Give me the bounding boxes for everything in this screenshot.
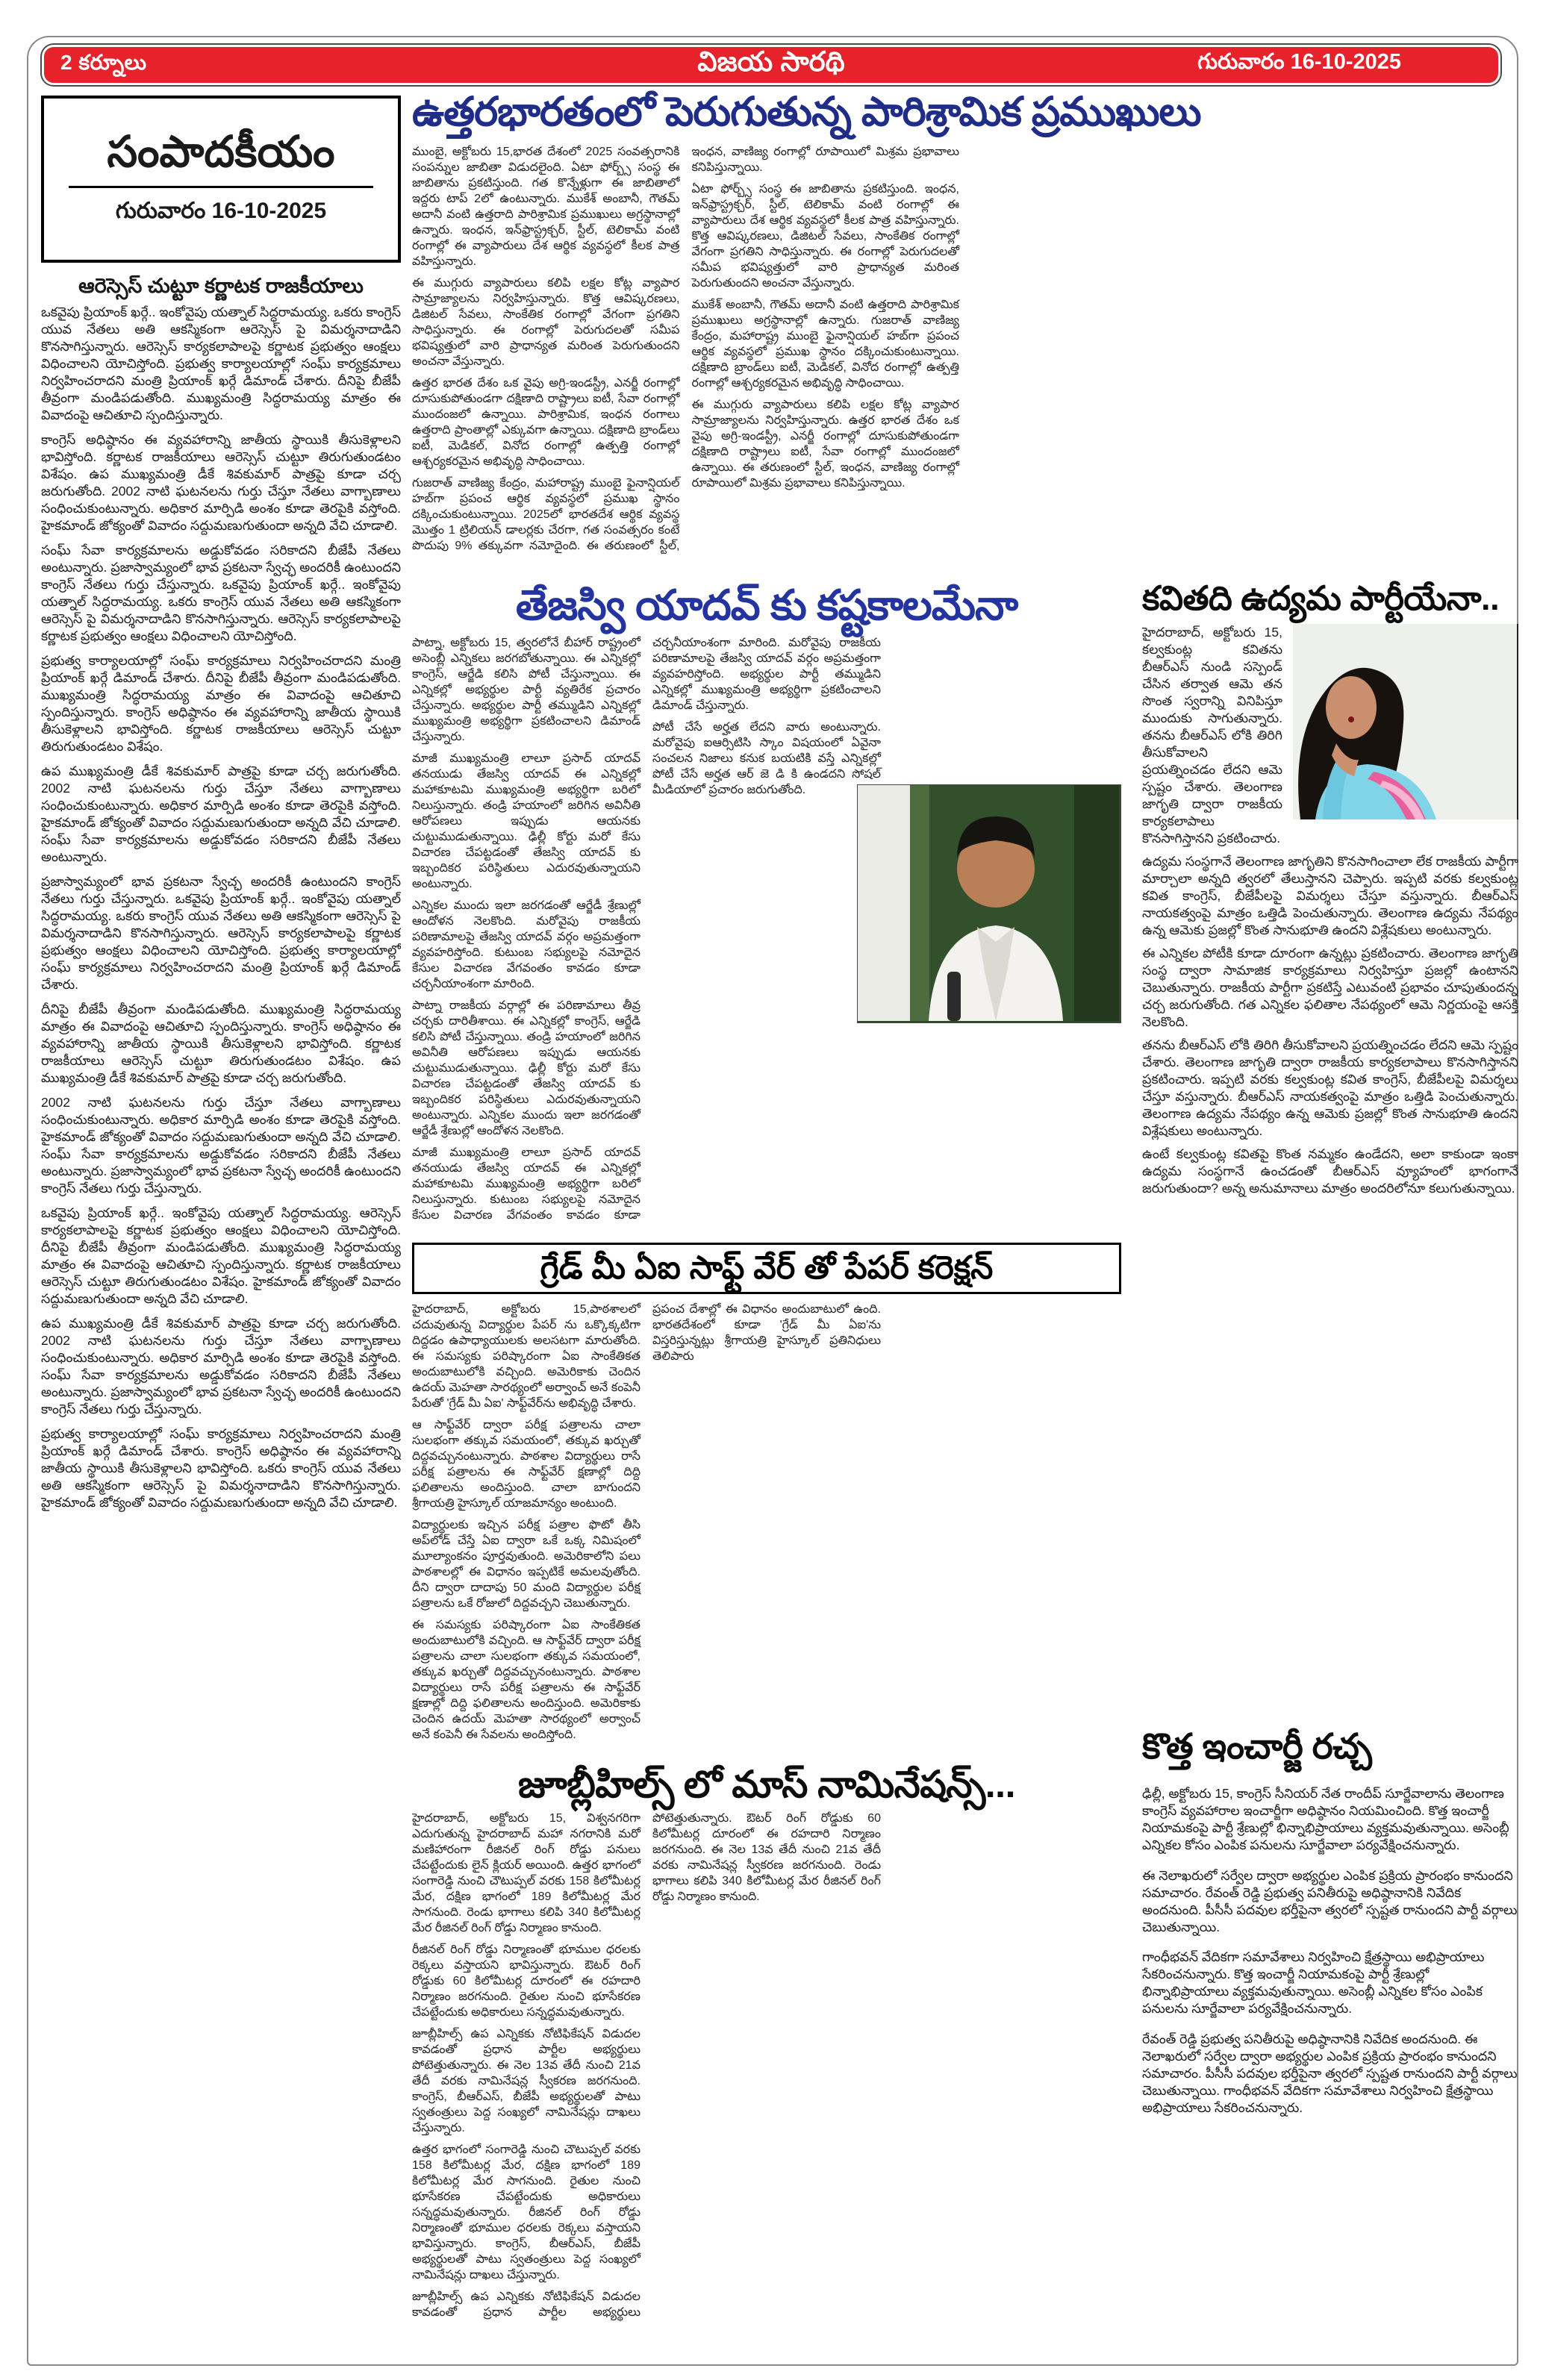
- tejaswi-yadav-photo: [857, 784, 1121, 1023]
- kavitha-headline: కవితది ఉద్యమ పార్టీయేనా..: [1142, 578, 1500, 617]
- left-sub-area: [412, 581, 1121, 2334]
- incharge-story: [1142, 1725, 1518, 2334]
- tejaswi-headline: తేజస్వి యాదవ్ కు కష్టకాలమేనా: [515, 581, 1018, 628]
- grade-body: హైదరాబాద్, అక్టోబరు 15,పాఠశాలలో చదువుతున్న విద్యార్థుల పేపర్ ను ఒక్కొక్కటిగా దిద్దడం ఉపాధ్యాయులకు అలసటగా మారుతోంది. ఈ సమస్యకు పరిష్కారంగా ఏఐ సాంకేతికత అందుబాటులోకి వచ్చింది. అమెరికాకు చెందిన ఉదయ్ మెహతా సారథ్యంలో అర్వాంచ్ అనే కంపెనీ పేరుతో 'గ్రేడ్ మీ ఏఐ' సాఫ్ట్‌వేర్‌ను అభివృద్ధి చేశారు. ఆ సాఫ్ట్‌వేర్ ద్వారా పరీక్ష పత్రాలను చాలా సులభంగా తక్కువ సమయంలో, తక్కువ ఖర్చుతో దిద్దవచ్చునంటున్నారు. పాఠశాల విద్యార్థులు రాసే పరీక్ష పత్రాలను ఈ సాఫ్ట్‌వేర్ క్షణాల్లో దిద్ది ఫలితాలను అందిస్తుంది. చాలా బాగుందని శ్రీగాయత్రి హైస్కూల్ యాజమాన్యం అంటుంది. విద్యార్థులకు ఇచ్చిన పరీక్ష పత్రాల ఫొటో తీసి అప్‌లోడ్ చేస్తే ఏఐ ద్వారా ఒకే ఒక్క నిమిషంలో మూల్యాంకనం పూర్తవుతుంది. అమెరికాలోని పలు పాఠశాలల్లో ఈ విధానం ఇప్పటికే అమలవుతోంది. దీని ద్వారా దాదాపు 50 మంది విద్యార్థుల పరీక్ష పత్రాలను ఒకే రోజులో దిద్దవచ్చని చెబుతున్నారు. ఈ సమస్యకు పరిష్కారంగా ఏఐ సాంకేతికత అందుబాటులోకి వచ్చింది. ఆ సాఫ్ట్‌వేర్ ద్వారా పరీక్ష పత్రాలను చాలా సులభంగా తక్కువ సమయంలో, తక్కువ ఖర్చుతో దిద్దవచ్చునంటున్నారు. పాఠశాల విద్యార్థులు రాసే పరీక్ష పత్రాలను ఈ సాఫ్ట్‌వేర్ క్షణాల్లో దిద్ది ఫలితాలను అందిస్తుంది. అమెరికాకు చెందిన ఉదయ్ మెహతా సారథ్యంలో అర్వాంచ్ అనే కంపెనీ ఈ సేవలను అందిస్తోంది. ప్రపంచ దేశాల్లో ఈ విధానం అందుబాటులో ఉంది. భారతదేశంలో కూడా 'గ్రేడ్ మీ ఏఐ'ను విస్తరిస్తున్నట్లు శ్రీగాయత్రి హైస్కూల్ ప్రతినిధులు తెలిపారు: [412, 1302, 881, 1741]
- editorial-masthead: సంపాదకీయం: [107, 125, 335, 177]
- incharge-headline: కొత్త ఇంచార్జీ రచ్చ: [1142, 1725, 1372, 1766]
- editorial-date: గురువారం 16-10-2025: [115, 199, 327, 224]
- editorial-masthead-box: [41, 96, 401, 263]
- editorial-headline: ఆరెస్సెస్ చుట్టూ కర్ణాటక రాజకీయాలు: [78, 275, 364, 297]
- main-area: [412, 91, 1518, 2334]
- lower-content-row: [412, 578, 1518, 2334]
- edition-date: గురువారం 16-10-2025: [1197, 50, 1401, 74]
- editorial-divider: [69, 186, 373, 188]
- grade-headline: గ్రేడ్ మీ ఏఐ సాఫ్ట్ వేర్ తో పేపర్ కరెక్షన్: [412, 1243, 1121, 1294]
- top-bar: [42, 45, 1500, 85]
- incharge-body: ఢిల్లీ, అక్టోబరు 15, కాంగ్రెస్ సీనియర్ నేత రాందీప్ సూర్జేవాలాను తెలంగాణ కాంగ్రెస్ వ్యవహారాల ఇంచార్జీగా అధిష్ఠానం నియమించింది. కొత్త ఇంచార్జీ నియామకంపై పార్టీ శ్రేణుల్లో భిన్నాభిప్రాయాలు వ్యక్తమవుతున్నాయి. అసెంబ్లీ ఎన్నికల కోసం ఎంపిక పనులను సూర్జేవాలా పర్యవేక్షించనున్నారు. ఈ నెలాఖరులో సర్వేల ద్వారా అభ్యర్థుల ఎంపిక ప్రక్రియ ప్రారంభం కానుందని సమాచారం. రేవంత్ రెడ్డి ప్రభుత్వ పనితీరుపై అధిష్ఠానానికి నివేదిక అందనుంది. పీసీసీ పదవుల భర్తీపైనా త్వరలో స్పష్టత రానుందని పార్టీ వర్గాలు చెబుతున్నాయి. గాంధీభవన్ వేదికగా సమావేశాలు నిర్వహించి క్షేత్రస్థాయి అభిప్రాయాలు సేకరించనున్నారు. కొత్త ఇంచార్జీ నియామకంపై పార్టీ శ్రేణుల్లో భిన్నాభిప్రాయాలు వ్యక్తమవుతున్నాయి. అసెంబ్లీ ఎన్నికల కోసం ఎంపిక పనులను సూర్జేవాలా పర్యవేక్షించనున్నారు. రేవంత్ రెడ్డి ప్రభుత్వ పనితీరుపై అధిష్ఠానానికి నివేదిక అందనుంది. ఈ నెలాఖరులో సర్వేల ద్వారా అభ్యర్థుల ఎంపిక ప్రక్రియ ప్రారంభం కానుందని సమాచారం. పీసీసీ పదవుల భర్తీపైనా త్వరలో స్పష్టత రానుందని పార్టీ వర్గాలు చెబుతున్నాయి. గాంధీభవన్ వేదికగా సమావేశాలు నిర్వహించి క్షేత్రస్థాయి అభిప్రాయాలు సేకరించనున్నారు.: [1142, 1786, 1518, 2115]
- jubilee-body: హైదరాబాద్, అక్టోబరు 15, విశ్వనగరిగా ఎదుగుతున్న హైదరాబాద్ మహా నగరానికి మరో మణిహారంగా రీజినల్ రింగ్ రోడ్డు పనులు చేపట్టేందుకు లైన్ క్లియర్ అయింది. ఉత్తర భాగంలో సంగారెడ్డి నుంచి చౌటుప్పల్ వరకు 158 కిలోమీటర్ల మేర, దక్షిణ భాగంలో 189 కిలోమీటర్ల మేర సాగనుంది. రెండు భాగాలు కలిపి 340 కిలోమీటర్ల మేర రీజినల్ రింగ్ రోడ్డు నిర్మాణం కానుంది. రీజినల్ రింగ్ రోడ్డు నిర్మాణంతో భూముల ధరలకు రెక్కలు వస్తాయని భావిస్తున్నారు. ఔటర్ రింగ్ రోడ్డుకు 60 కిలోమీటర్ల దూరంలో ఈ రహదారి నిర్మాణం జరగనుంది. రైతుల నుంచి భూసేకరణ చేపట్టేందుకు అధికారులు సన్నద్ధమవుతున్నారు. జూబ్లీహిల్స్ ఉప ఎన్నికకు నోటిఫికేషన్ విడుదల కావడంతో ప్రధాన పార్టీల అభ్యర్థులు పోటెత్తుతున్నారు. ఈ నెల 13వ తేదీ నుంచి 21వ తేదీ వరకు నామినేషన్ల స్వీకరణ జరగనుంది. కాంగ్రెస్, బీఆర్ఎస్, బీజేపీ అభ్యర్థులతో పాటు స్వతంత్రులు పెద్ద సంఖ్యలో నామినేషన్లు దాఖలు చేస్తున్నారు. ఉత్తర భాగంలో సంగారెడ్డి నుంచి చౌటుప్పల్ వరకు 158 కిలోమీటర్ల మేర, దక్షిణ భాగంలో 189 కిలోమీటర్ల మేర సాగనుంది. రైతుల నుంచి భూసేకరణ చేపట్టేందుకు అధికారులు సన్నద్ధమవుతున్నారు. రీజినల్ రింగ్ రోడ్డు నిర్మాణంతో భూముల ధరలకు రెక్కలు వస్తాయని భావిస్తున్నారు. కాంగ్రెస్, బీఆర్ఎస్, బీజేపీ అభ్యర్థులతో పాటు స్వతంత్రులు పెద్ద సంఖ్యలో నామినేషన్లు దాఖలు చేస్తున్నారు. జూబ్లీహిల్స్ ఉప ఎన్నికకు నోటిఫికేషన్ విడుదల కావడంతో ప్రధాన పార్టీల అభ్యర్థులు పోటెత్తుతున్నారు. ఔటర్ రింగ్ రోడ్డుకు 60 కిలోమీటర్ల దూరంలో ఈ రహదారి నిర్మాణం జరగనుంది. ఈ నెల 13వ తేదీ నుంచి 21వ తేదీ వరకు నామినేషన్ల స్వీకరణ జరగనుంది. రెండు భాగాలు కలిపి 340 కిలోమీటర్ల మేర రీజినల్ రింగ్ రోడ్డు నిర్మాణం కానుంది.: [412, 1811, 881, 2319]
- kavitha-body-wrap: [1142, 624, 1518, 1715]
- tejaswi-body: పాట్నా, అక్టోబరు 15, త్వరలోనే బీహార్ రాష్ట్రంలో అసెంబ్లీ ఎన్నికలు జరగబోతున్నాయి. ఈ ఎన్నికల్లో కాంగ్రెస్, ఆర్జేడి కలిసి పోటీ చేస్తున్నాయి. ఈ ఎన్నికల్లో అభ్యర్థుల పార్టీ వ్యతిరేక ప్రచారం చేస్తున్నారు. అభ్యర్థుల పార్టీ తమ్ముడిని ఎన్నికల్లో ముఖ్యమంత్రి అభ్యర్థిగా ప్రకటించాలని డిమాండ్ చేస్తున్నారు. మాజీ ముఖ్యమంత్రి లాలూ ప్రసాద్ యాదవ్ తనయుడు తేజస్వి యాదవ్ ఈ ఎన్నికల్లో మహాకూటమి ముఖ్యమంత్రి అభ్యర్థిగా బరిలో నిలుస్తున్నారు. తండ్రి హయాంలో జరిగిన అవినీతి ఆరోపణలు ఇప్పుడు ఆయనకు చుట్టుముడుతున్నాయి. ఢిల్లీ కోర్టు మరో కేసు విచారణ చేపట్టడంతో తేజస్వి యాదవ్ కు ఇబ్బందికర పరిస్థితులు ఎదురవుతున్నాయని అంటున్నారు. ఎన్నికల ముందు ఇలా జరగడంతో ఆర్జేడీ శ్రేణుల్లో ఆందోళన నెలకొంది. మరోవైపు రాజకీయ పరిణామాలపై తేజస్వి యాదవ్ వర్గం అప్రమత్తంగా వ్యవహరిస్తోంది. కుటుంబ సభ్యులపై నమోదైన కేసుల విచారణ వేగవంతం కావడం కూడా చర్చనీయాంశంగా మారింది. పాట్నా రాజకీయ వర్గాల్లో ఈ పరిణామాలు తీవ్ర చర్చకు దారితీశాయి. ఈ ఎన్నికల్లో కాంగ్రెస్, ఆర్జేడి కలిసి పోటీ చేస్తున్నాయి. తండ్రి హయాంలో జరిగిన అవినీతి ఆరోపణలు ఇప్పుడు ఆయనకు చుట్టుముడుతున్నాయి. ఢిల్లీ కోర్టు మరో కేసు విచారణ చేపట్టడంతో తేజస్వి యాదవ్ కు ఇబ్బందికర పరిస్థితులు ఎదురవుతున్నాయని అంటున్నారు. ఎన్నికల ముందు ఇలా జరగడంతో ఆర్జేడీ శ్రేణుల్లో ఆందోళన నెలకొంది. మాజీ ముఖ్యమంత్రి లాలూ ప్రసాద్ యాదవ్ తనయుడు తేజస్వి యాదవ్ ఈ ఎన్నికల్లో మహాకూటమి ముఖ్యమంత్రి అభ్యర్థిగా బరిలో నిలుస్తున్నారు. కుటుంబ సభ్యులపై నమోదైన కేసుల విచారణ వేగవంతం కావడం కూడా చర్చనీయాంశంగా మారింది. మరోవైపు రాజకీయ పరిణామాలపై తేజస్వి యాదవ్ వర్గం అప్రమత్తంగా వ్యవహరిస్తోంది. అభ్యర్థుల పార్టీ తమ్ముడిని ఎన్నికల్లో ముఖ్యమంత్రి అభ్యర్థిగా ప్రకటించాలని డిమాండ్ చేస్తున్నారు. పోటీ చేసే అర్హత లేదని వారు అంటున్నారు. మరోవైపు ఐఆర్సిటిసి స్కాం విషయంలో ఏవైనా సంచలన నిజాలు కనుక బయటికి వస్తే ఎన్నికల్లో పోటీ చేసే అర్హత ఆర్ జె డి కి ఉండదని సోషల్ మీడియాలో ప్రచారం జరుగుతోంది.: [412, 636, 881, 1222]
- newspaper-title: విజయ సారథి: [697, 46, 845, 77]
- kavitha-story: [1142, 578, 1518, 1715]
- page-number-edition: 2 కర్నూలు: [60, 50, 147, 74]
- grade-story: [412, 1243, 1121, 1755]
- right-rail: [1142, 578, 1518, 2334]
- editorial-body: ఒకవైపు ప్రియాంక్ ఖర్గే.. ఇంకోవైపు యత్నాల్ సిద్ధరామయ్య. ఒకరు కాంగ్రెస్ యువ నేతలు అతి ఆకస్మికంగా ఆరెస్సెస్ పై విమర్శనాదాడిని కొనసాగిస్తున్నారు. ఆరెస్సెస్ కార్యకలాపాలపై కర్ణాటక ప్రభుత్వం ఆంక్షలు విధించాలని యోచిస్తోంది. ప్రభుత్వ కార్యాలయాల్లో సంఘ్ కార్యక్రమాలు నిర్వహించరాదని మంత్రి ప్రియాంక్ ఖర్గే డిమాండ్ చేశారు. దీనిపై బీజేపీ తీవ్రంగా మండిపడుతోంది. ముఖ్యమంత్రి సిద్ధరామయ్య మాత్రం ఈ వివాదంపై ఆచితూచి స్పందిస్తున్నారు. కాంగ్రెస్ అధిష్ఠానం ఈ వ్యవహారాన్ని జాతీయ స్థాయికి తీసుకెళ్లాలని భావిస్తోంది. కర్ణాటక రాజకీయాలు ఆరెస్సెస్ చుట్టూ తిరుగుతుండటం విశేషం. ఉప ముఖ్యమంత్రి డీకే శివకుమార్ పాత్రపై కూడా చర్చ జరుగుతోంది. 2002 నాటి ఘటనలను గుర్తు చేస్తూ నేతలు వాగ్బాణాలు సంధించుకుంటున్నారు. అధికార మార్పిడి అంశం కూడా తెరపైకి వస్తోంది. హైకమాండ్ జోక్యంతో వివాదం సద్దుమణుగుతుందా అన్నది వేచి చూడాలి. సంఘ్ సేవా కార్యక్రమాలను అడ్డుకోవడం సరికాదని బీజేపీ నేతలు అంటున్నారు. ప్రజాస్వామ్యంలో భావ ప్రకటనా స్వేచ్ఛ అందరికీ ఉంటుందని కాంగ్రెస్ నేతలు గుర్తు చేస్తున్నారు. ఒకవైపు ప్రియాంక్ ఖర్గే.. ఇంకోవైపు యత్నాల్ సిద్ధరామయ్య. ఒకరు కాంగ్రెస్ యువ నేతలు అతి ఆకస్మికంగా ఆరెస్సెస్ పై విమర్శనాదాడిని కొనసాగిస్తున్నారు. ఆరెస్సెస్ కార్యకలాపాలపై కర్ణాటక ప్రభుత్వం ఆంక్షలు విధించాలని యోచిస్తోంది. ప్రభుత్వ కార్యాలయాల్లో సంఘ్ కార్యక్రమాలు నిర్వహించరాదని మంత్రి ప్రియాంక్ ఖర్గే డిమాండ్ చేశారు. దీనిపై బీజేపీ తీవ్రంగా మండిపడుతోంది. ముఖ్యమంత్రి సిద్ధరామయ్య మాత్రం ఈ వివాదంపై ఆచితూచి స్పందిస్తున్నారు. కాంగ్రెస్ అధిష్ఠానం ఈ వ్యవహారాన్ని జాతీయ స్థాయికి తీసుకెళ్లాలని భావిస్తోంది. కర్ణాటక రాజకీయాలు ఆరెస్సెస్ చుట్టూ తిరుగుతుండటం విశేషం. ఉప ముఖ్యమంత్రి డీకే శివకుమార్ పాత్రపై కూడా చర్చ జరుగుతోంది. 2002 నాటి ఘటనలను గుర్తు చేస్తూ నేతలు వాగ్బాణాలు సంధించుకుంటున్నారు. అధికార మార్పిడి అంశం కూడా తెరపైకి వస్తోంది. హైకమాండ్ జోక్యంతో వివాదం సద్దుమణుగుతుందా అన్నది వేచి చూడాలి. సంఘ్ సేవా కార్యక్రమాలను అడ్డుకోవడం సరికాదని బీజేపీ నేతలు అంటున్నారు. ప్రజాస్వామ్యంలో భావ ప్రకటనా స్వేచ్ఛ అందరికీ ఉంటుందని కాంగ్రెస్ నేతలు గుర్తు చేస్తున్నారు. ఒకవైపు ప్రియాంక్ ఖర్గే.. ఇంకోవైపు యత్నాల్ సిద్ధరామయ్య. ఒకరు కాంగ్రెస్ యువ నేతలు అతి ఆకస్మికంగా ఆరెస్సెస్ పై విమర్శనాదాడిని కొనసాగిస్తున్నారు. ఆరెస్సెస్ కార్యకలాపాలపై కర్ణాటక ప్రభుత్వం ఆంక్షలు విధించాలని యోచిస్తోంది. ప్రభుత్వ కార్యాలయాల్లో సంఘ్ కార్యక్రమాలు నిర్వహించరాదని మంత్రి ప్రియాంక్ ఖర్గే డిమాండ్ చేశారు. దీనిపై బీజేపీ తీవ్రంగా మండిపడుతోంది. ముఖ్యమంత్రి సిద్ధరామయ్య మాత్రం ఈ వివాదంపై ఆచితూచి స్పందిస్తున్నారు. కాంగ్రెస్ అధిష్ఠానం ఈ వ్యవహారాన్ని జాతీయ స్థాయికి తీసుకెళ్లాలని భావిస్తోంది. కర్ణాటక రాజకీయాలు ఆరెస్సెస్ చుట్టూ తిరుగుతుండటం విశేషం. ఉప ముఖ్యమంత్రి డీకే శివకుమార్ పాత్రపై కూడా చర్చ జరుగుతోంది. 2002 నాటి ఘటనలను గుర్తు చేస్తూ నేతలు వాగ్బాణాలు సంధించుకుంటున్నారు. అధికార మార్పిడి అంశం కూడా తెరపైకి వస్తోంది. హైకమాండ్ జోక్యంతో వివాదం సద్దుమణుగుతుందా అన్నది వేచి చూడాలి. సంఘ్ సేవా కార్యక్రమాలను అడ్డుకోవడం సరికాదని బీజేపీ నేతలు అంటున్నారు. ప్రజాస్వామ్యంలో భావ ప్రకటనా స్వేచ్ఛ అందరికీ ఉంటుందని కాంగ్రెస్ నేతలు గుర్తు చేస్తున్నారు. ఒకవైపు ప్రియాంక్ ఖర్గే.. ఇంకోవైపు యత్నాల్ సిద్ధరామయ్య. ఆరెస్సెస్ కార్యకలాపాలపై కర్ణాటక ప్రభుత్వం ఆంక్షలు విధించాలని యోచిస్తోంది. దీనిపై బీజేపీ తీవ్రంగా మండిపడుతోంది. ముఖ్యమంత్రి సిద్ధరామయ్య మాత్రం ఈ వివాదంపై ఆచితూచి స్పందిస్తున్నారు. కర్ణాటక రాజకీయాలు ఆరెస్సెస్ చుట్టూ తిరుగుతుండటం విశేషం. హైకమాండ్ జోక్యంతో వివాదం సద్దుమణుగుతుందా అన్నది వేచి చూడాలి. ఉప ముఖ్యమంత్రి డీకే శివకుమార్ పాత్రపై కూడా చర్చ జరుగుతోంది. 2002 నాటి ఘటనలను గుర్తు చేస్తూ నేతలు వాగ్బాణాలు సంధించుకుంటున్నారు. అధికార మార్పిడి అంశం కూడా తెరపైకి వస్తోంది. సంఘ్ సేవా కార్యక్రమాలను అడ్డుకోవడం సరికాదని బీజేపీ నేతలు అంటున్నారు. ప్రజాస్వామ్యంలో భావ ప్రకటనా స్వేచ్ఛ అందరికీ ఉంటుందని కాంగ్రెస్ నేతలు గుర్తు చేస్తున్నారు. ప్రభుత్వ కార్యాలయాల్లో సంఘ్ కార్యక్రమాలు నిర్వహించరాదని మంత్రి ప్రియాంక్ ఖర్గే డిమాండ్ చేశారు. కాంగ్రెస్ అధిష్ఠానం ఈ వ్యవహారాన్ని జాతీయ స్థాయికి తీసుకెళ్లాలని భావిస్తోంది. ఒకరు కాంగ్రెస్ యువ నేతలు అతి ఆకస్మికంగా ఆరెస్సెస్ పై విమర్శనాదాడిని కొనసాగిస్తున్నారు. హైకమాండ్ జోక్యంతో వివాదం సద్దుమణుగుతుందా అన్నది వేచి చూడాలి.: [41, 304, 401, 1511]
- kavitha-body: హైదరాబాద్, అక్టోబరు 15, కల్వకుంట్ల కవితను బీఆర్ఎస్ నుండి సస్పెండ్ చేసిన తర్వాత ఆమె తన సొంత స్వరాన్ని వినిపిస్తూ ముందుకు సాగుతున్నారు. తనను బీఆర్ఎస్ లోకి తిరిగి తీసుకోవాలని ప్రయత్నించడం లేదని ఆమె స్పష్టం చేశారు. తెలంగాణ జాగృతి ద్వారా రాజకీయ కార్యకలాపాలు కొనసాగిస్తానని ప్రకటించారు. ఉద్యమ సంస్థగానే తెలంగాణ జాగృతిని కొనసాగించాలా లేక రాజకీయ పార్టీగా మార్చాలా అన్నది త్వరలో తేలుస్తానని చెప్పారు. ఇప్పటి వరకు కల్వకుంట్ల కవిత కాంగ్రెస్, బీజేపీలపై విమర్శలు చేస్తూ వస్తున్నారు. బీఆర్ఎస్ నాయకత్వంపై మాత్రం ఒత్తిడి పెంచుతున్నారు. తెలంగాణ ఉద్యమ నేపథ్యం ఉన్న ఆమెకు ప్రజల్లో కొంత సానుభూతి ఉందని విశ్లేషకులు అంటున్నారు. ఈ ఎన్నికల పోటీకి కూడా దూరంగా ఉన్నట్లు ప్రకటించారు. తెలంగాణ జాగృతి సంస్థ ద్వారా సామాజిక కార్యక్రమాలు నిర్వహిస్తూ ప్రజల్లో ఉంటానని చెబుతున్నారు. రాజకీయ పార్టీగా ప్రకటిస్తే ఎటువంటి ప్రభావం చూపుతుందన్న చర్చ జరుగుతోంది. గత ఎన్నికల ఫలితాల నేపథ్యంలో ఆమె నిర్ణయంపై ఆసక్తి నెలకొంది. తనను బీఆర్ఎస్ లోకి తిరిగి తీసుకోవాలని ప్రయత్నించడం లేదని ఆమె స్పష్టం చేశారు. తెలంగాణ జాగృతి ద్వారా రాజకీయ కార్యకలాపాలు కొనసాగిస్తానని ప్రకటించారు. ఇప్పటి వరకు కల్వకుంట్ల కవిత కాంగ్రెస్, బీజేపీలపై విమర్శలు చేస్తూ వస్తున్నారు. బీఆర్ఎస్ నాయకత్వంపై మాత్రం ఒత్తిడి పెంచుతున్నారు. తెలంగాణ ఉద్యమ నేపథ్యం ఉన్న ఆమెకు ప్రజల్లో కొంత సానుభూతి ఉందని విశ్లేషకులు అంటున్నారు. ఉంటే కల్వకుంట్ల కవితపై కొంత నమ్మకం ఉండేదని, అలా కాకుండా ఇంకా ఉద్యమ సంస్థగానే ఉంచడంతో బీఆర్ఎస్ వ్యూహంలో భాగంగానే జరుగుతుందా? అన్న అనుమానాలు మాత్రం అందరిలోనూ కలుగుతున్నాయి.: [1142, 624, 1518, 1196]
- tejaswi-body-wrap: [412, 635, 1121, 1231]
- editorial-column: [41, 96, 401, 2350]
- lead-story-body: ముంబై, అక్టోబరు 15,భారత దేశంలో 2025 సంవత్సరానికి సంపన్నుల జాబితా విడుదలైంది. ఏటా ఫోర్బ్స్ సంస్థ ఈ జాబితాను ప్రకటిస్తుంది. గత కొన్నేళ్లుగా ఈ జాబితాలో ఇద్దరు టాప్ 2లో ఉంటున్నారు. ముకేశ్ అంబానీ, గౌతమ్ అదానీ వంటి ఉత్తరాది పారిశ్రామిక ప్రముఖులు అగ్రస్థానాల్లో ఉన్నారు. ఇంధన, ఇన్‌ఫ్రాస్ట్రక్చర్, స్టీల్, టెలికామ్ వంటి రంగాల్లో ఈ వ్యాపారులు దేశ ఆర్థిక వ్యవస్థలో కీలక పాత్ర వహిస్తున్నారు. ఈ ముగ్గురు వ్యాపారులు కలిపి లక్షల కోట్ల వ్యాపార సామ్రాజ్యాలను నిర్వహిస్తున్నారు. కొత్త ఆవిష్కరణలు, డిజిటల్ సేవలు, సాంకేతిక రంగాల్లో వేగంగా ప్రగతిని సాధిస్తున్నారు. ఈ రంగాల్లో పెరుగుదలతో సమీప భవిష్యత్తులో వారి ప్రాధాన్యత మరింత పెరుగుతుందని అంచనా వేస్తున్నారు. ఉత్తర భారత దేశం ఒక వైపు అగ్రి-ఇండస్ట్రీ, ఎనర్జీ రంగాల్లో దూసుకుపోతుండగా దక్షిణాది రాష్ట్రాలు ఐటీ, సేవా రంగాల్లో ముందంజలో ఉన్నాయి. పారిశ్రామిక, ఇంధన రంగాలు ఉత్తరాది ప్రాంతాల్లో ఎక్కువగా ఉన్నాయి. దక్షిణాది బ్రాండ్‌లు ఐటీ, మెడికల్, వినోద రంగాల్లో ఉత్పత్తి రంగాల్లో ఆశ్చర్యకరమైన అభివృద్ధి సాధించాయి. గుజరాత్ వాణిజ్య కేంద్రం, మహారాష్ట్ర ముంబై ఫైనాన్షియల్ హబ్‌గా ప్రపంచ ఆర్థిక వ్యవస్థలో ప్రముఖ స్థానం దక్కించుకుంటున్నాయి. 2025లో భారతదేశ ఆర్థిక వ్యవస్థ మొత్తం 1 ట్రిలియన్ డాలర్లకు చేరగా, గత సంవత్సరం కంటే పొదుపు 9% తక్కువగా నమోదైంది. ఈ తరుణంలో స్టీల్, ఇంధన, వాణిజ్య రంగాల్లో రూపాయిలో మిశ్రమ ప్రభావాలు కనిపిస్తున్నాయి. ఏటా ఫోర్బ్స్ సంస్థ ఈ జాబితాను ప్రకటిస్తుంది. ఇంధన, ఇన్‌ఫ్రాస్ట్రక్చర్, స్టీల్, టెలికామ్ వంటి రంగాల్లో ఈ వ్యాపారులు దేశ ఆర్థిక వ్యవస్థలో కీలక పాత్ర వహిస్తున్నారు. కొత్త ఆవిష్కరణలు, డిజిటల్ సేవలు, సాంకేతిక రంగాల్లో వేగంగా ప్రగతిని సాధిస్తున్నారు. ఈ రంగాల్లో పెరుగుదలతో సమీప భవిష్యత్తులో వారి ప్రాధాన్యత మరింత పెరుగుతుందని అంచనా వేస్తున్నారు. ముకేశ్ అంబానీ, గౌతమ్ అదానీ వంటి ఉత్తరాది పారిశ్రామిక ప్రముఖులు అగ్రస్థానాల్లో ఉన్నారు. గుజరాత్ వాణిజ్య కేంద్రం, మహారాష్ట్ర ముంబై ఫైనాన్షియల్ హబ్‌గా ప్రపంచ ఆర్థిక వ్యవస్థలో ప్రముఖ స్థానం దక్కించుకుంటున్నాయి. దక్షిణాది బ్రాండ్‌లు ఐటీ, మెడికల్, వినోద రంగాల్లో ఉత్పత్తి రంగాల్లో ఆశ్చర్యకరమైన అభివృద్ధి సాధించాయి. ఈ ముగ్గురు వ్యాపారులు కలిపి లక్షల కోట్ల వ్యాపార సామ్రాజ్యాలను నిర్వహిస్తున్నారు. ఉత్తర భారత దేశం ఒక వైపు అగ్రి-ఇండస్ట్రీ, ఎనర్జీ రంగాల్లో దూసుకుపోతుండగా దక్షిణాది రాష్ట్రాలు ఐటీ, సేవా రంగాల్లో ముందంజలో ఉన్నాయి. ఈ తరుణంలో స్టీల్, ఇంధన, వాణిజ్య రంగాల్లో రూపాయిలో మిశ్రమ ప్రభావాలు కనిపిస్తున్నాయి.: [412, 145, 959, 552]
- lead-story-headline: ఉత్తరభారతంలో పెరుగుతున్న పారిశ్రామిక ప్రముఖులు: [412, 90, 1201, 134]
- kavitha-photo: [1293, 624, 1518, 819]
- tejaswi-story: [412, 581, 1121, 1231]
- jubilee-headline: జూబ్లీహిల్స్ లో మాస్ నామినేషన్స్...: [518, 1763, 1015, 1805]
- jubilee-story: [412, 1763, 1121, 2324]
